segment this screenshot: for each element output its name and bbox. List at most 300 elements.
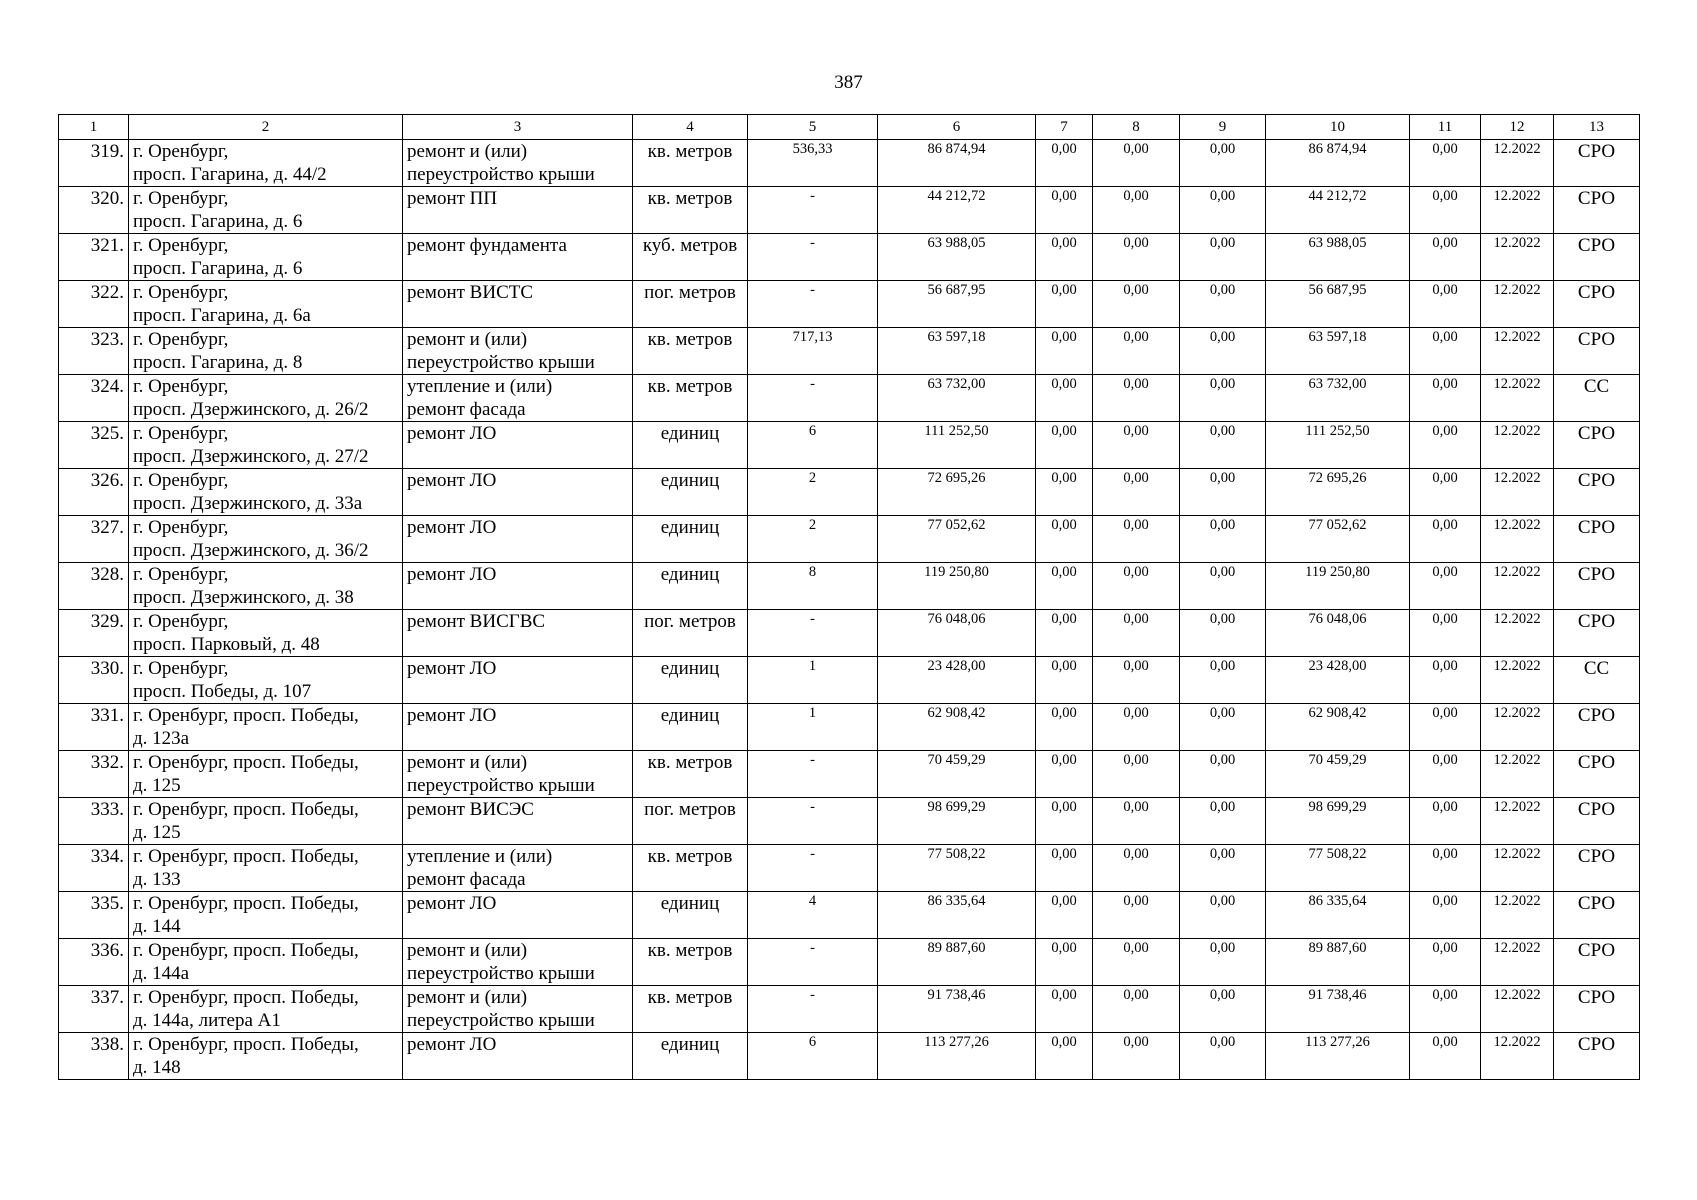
table-row (59, 610, 1640, 657)
volume-cell: - (748, 610, 878, 657)
owner-funds-cell: 113 277,26 (1266, 1033, 1410, 1080)
fund-method-cell: СРО (1554, 516, 1640, 563)
unit-cell: кв. метров (633, 140, 748, 187)
work-type-line-2: ремонт фасада (407, 399, 526, 420)
federal-funds-cell: 0,00 (1036, 1033, 1093, 1080)
local-funds-cell: 0,00 (1180, 610, 1266, 657)
unit-cell: единиц (633, 892, 748, 939)
address-cell (129, 469, 403, 516)
address-cell (129, 892, 403, 939)
address-line-2: просп. Парковый, д. 48 (133, 634, 320, 655)
unit-cell: единиц (633, 516, 748, 563)
other-funds-cell: 0,00 (1410, 892, 1481, 939)
total-cost-cell: 44 212,72 (878, 187, 1036, 234)
address-line-2: просп. Победы, д. 107 (133, 681, 312, 702)
row-number-text: 321. (90, 235, 124, 256)
owner-funds-cell: 72 695,26 (1266, 469, 1410, 516)
row-number-text: 337. (90, 987, 124, 1008)
work-type-line-2: переустройство крыши (407, 775, 595, 796)
work-type-line-2: переустройство крыши (407, 963, 595, 984)
row-number (59, 328, 129, 375)
volume-cell: 8 (748, 563, 878, 610)
unit-cell: пог. метров (633, 798, 748, 845)
work-type-line-1: ремонт ЛО (407, 893, 497, 914)
federal-funds-cell: 0,00 (1036, 563, 1093, 610)
table-row (59, 563, 1640, 610)
address-line-1: г. Оренбург, (133, 282, 229, 303)
fund-method-cell: СРО (1554, 234, 1640, 281)
volume-cell: - (748, 939, 878, 986)
total-cost-cell: 89 887,60 (878, 939, 1036, 986)
work-type-line-1: ремонт ЛО (407, 564, 497, 585)
federal-funds-cell: 0,00 (1036, 610, 1093, 657)
row-number (59, 375, 129, 422)
row-number-text: 332. (90, 752, 124, 773)
work-type-cell (403, 704, 633, 751)
regional-funds-cell: 0,00 (1093, 140, 1180, 187)
federal-funds-cell: 0,00 (1036, 281, 1093, 328)
deadline-cell: 12.2022 (1481, 845, 1554, 892)
volume-cell: - (748, 986, 878, 1033)
row-number (59, 469, 129, 516)
federal-funds-cell: 0,00 (1036, 892, 1093, 939)
row-number (59, 892, 129, 939)
work-type-line-1: ремонт ЛО (407, 705, 497, 726)
regional-funds-cell: 0,00 (1093, 751, 1180, 798)
work-type-line-1: ремонт и (или) (407, 752, 528, 773)
other-funds-cell: 0,00 (1410, 845, 1481, 892)
fund-method-cell: СРО (1554, 845, 1640, 892)
total-cost-cell: 91 738,46 (878, 986, 1036, 1033)
address-line-1: г. Оренбург, просп. Победы, (133, 987, 359, 1008)
address-line-1: г. Оренбург, (133, 329, 229, 350)
owner-funds-cell: 86 874,94 (1266, 140, 1410, 187)
work-type-line-1: ремонт ВИСГВС (407, 611, 546, 632)
work-type-line-1: утепление и (или) (407, 846, 553, 867)
work-type-cell (403, 375, 633, 422)
deadline-cell: 12.2022 (1481, 986, 1554, 1033)
total-cost-cell: 62 908,42 (878, 704, 1036, 751)
regional-funds-cell: 0,00 (1093, 986, 1180, 1033)
fund-method-cell: СРО (1554, 187, 1640, 234)
other-funds-cell: 0,00 (1410, 422, 1481, 469)
address-cell (129, 375, 403, 422)
regional-funds-cell: 0,00 (1093, 845, 1180, 892)
deadline-cell: 12.2022 (1481, 234, 1554, 281)
row-number (59, 187, 129, 234)
work-type-line-1: ремонт ЛО (407, 658, 497, 679)
volume-cell: 717,13 (748, 328, 878, 375)
local-funds-cell: 0,00 (1180, 798, 1266, 845)
owner-funds-cell: 77 508,22 (1266, 845, 1410, 892)
local-funds-cell: 0,00 (1180, 1033, 1266, 1080)
other-funds-cell: 0,00 (1410, 563, 1481, 610)
other-funds-cell: 0,00 (1410, 469, 1481, 516)
total-cost-cell: 72 695,26 (878, 469, 1036, 516)
address-line-1: г. Оренбург, (133, 188, 229, 209)
table-row (59, 892, 1640, 939)
row-number-text: 333. (90, 799, 124, 820)
table-row (59, 798, 1640, 845)
owner-funds-cell: 56 687,95 (1266, 281, 1410, 328)
row-number (59, 657, 129, 704)
deadline-cell: 12.2022 (1481, 704, 1554, 751)
local-funds-cell: 0,00 (1180, 469, 1266, 516)
address-line-2: просп. Дзержинского, д. 33а (133, 493, 363, 514)
row-number (59, 610, 129, 657)
local-funds-cell: 0,00 (1180, 704, 1266, 751)
work-type-line-1: ремонт ЛО (407, 470, 497, 491)
deadline-cell: 12.2022 (1481, 281, 1554, 328)
deadline-cell: 12.2022 (1481, 657, 1554, 704)
other-funds-cell: 0,00 (1410, 610, 1481, 657)
work-type-line-1: ремонт ВИСЭС (407, 799, 534, 820)
address-line-1: г. Оренбург, просп. Победы, (133, 846, 359, 867)
address-line-1: г. Оренбург, (133, 611, 229, 632)
work-type-line-1: ремонт и (или) (407, 940, 528, 961)
federal-funds-cell: 0,00 (1036, 939, 1093, 986)
header-cell: 1 (59, 115, 129, 140)
address-line-2: просп. Дзержинского, д. 26/2 (133, 399, 369, 420)
unit-cell: кв. метров (633, 187, 748, 234)
table-row (59, 657, 1640, 704)
deadline-cell: 12.2022 (1481, 751, 1554, 798)
local-funds-cell: 0,00 (1180, 187, 1266, 234)
local-funds-cell: 0,00 (1180, 986, 1266, 1033)
fund-method-cell: СРО (1554, 704, 1640, 751)
work-type-cell (403, 845, 633, 892)
row-number-text: 325. (90, 423, 124, 444)
address-cell (129, 281, 403, 328)
address-cell (129, 657, 403, 704)
header-cell: 5 (748, 115, 878, 140)
owner-funds-cell: 119 250,80 (1266, 563, 1410, 610)
owner-funds-cell: 76 048,06 (1266, 610, 1410, 657)
row-number (59, 986, 129, 1033)
work-type-cell (403, 422, 633, 469)
address-line-1: г. Оренбург, (133, 470, 229, 491)
header-cell: 7 (1036, 115, 1093, 140)
address-cell (129, 751, 403, 798)
federal-funds-cell: 0,00 (1036, 704, 1093, 751)
header-cell: 3 (403, 115, 633, 140)
owner-funds-cell: 63 988,05 (1266, 234, 1410, 281)
address-line-1: г. Оренбург, (133, 376, 229, 397)
regional-funds-cell: 0,00 (1093, 563, 1180, 610)
unit-cell: кв. метров (633, 375, 748, 422)
row-number (59, 234, 129, 281)
table-row (59, 187, 1640, 234)
local-funds-cell: 0,00 (1180, 563, 1266, 610)
work-type-cell (403, 516, 633, 563)
table-row (59, 516, 1640, 563)
regional-funds-cell: 0,00 (1093, 657, 1180, 704)
work-type-cell (403, 187, 633, 234)
federal-funds-cell: 0,00 (1036, 798, 1093, 845)
row-number (59, 516, 129, 563)
volume-cell: - (748, 845, 878, 892)
unit-cell: куб. метров (633, 234, 748, 281)
fund-method-cell: СРО (1554, 422, 1640, 469)
table-row (59, 751, 1640, 798)
row-number-text: 330. (90, 658, 124, 679)
fund-method-cell: СРО (1554, 563, 1640, 610)
total-cost-cell: 63 597,18 (878, 328, 1036, 375)
deadline-cell: 12.2022 (1481, 892, 1554, 939)
row-number-text: 319. (90, 141, 124, 162)
address-line-1: г. Оренбург, просп. Победы, (133, 752, 359, 773)
address-line-1: г. Оренбург, (133, 423, 229, 444)
other-funds-cell: 0,00 (1410, 657, 1481, 704)
address-cell (129, 563, 403, 610)
owner-funds-cell: 86 335,64 (1266, 892, 1410, 939)
volume-cell: 6 (748, 1033, 878, 1080)
work-type-cell (403, 939, 633, 986)
owner-funds-cell: 63 732,00 (1266, 375, 1410, 422)
unit-cell: кв. метров (633, 845, 748, 892)
work-type-line-1: ремонт и (или) (407, 329, 528, 350)
work-type-line-2: ремонт фасада (407, 869, 526, 890)
local-funds-cell: 0,00 (1180, 939, 1266, 986)
other-funds-cell: 0,00 (1410, 140, 1481, 187)
other-funds-cell: 0,00 (1410, 281, 1481, 328)
address-line-2: просп. Дзержинского, д. 36/2 (133, 540, 369, 561)
address-cell (129, 516, 403, 563)
other-funds-cell: 0,00 (1410, 939, 1481, 986)
work-type-cell (403, 234, 633, 281)
row-number-text: 335. (90, 893, 124, 914)
fund-method-cell: СРО (1554, 751, 1640, 798)
fund-method-cell: СРО (1554, 469, 1640, 516)
table-row (59, 1033, 1640, 1080)
table-row (59, 281, 1640, 328)
local-funds-cell: 0,00 (1180, 516, 1266, 563)
regional-funds-cell: 0,00 (1093, 704, 1180, 751)
regional-funds-cell: 0,00 (1093, 516, 1180, 563)
unit-cell: пог. метров (633, 281, 748, 328)
address-line-2: д. 125 (133, 822, 181, 843)
header-cell: 8 (1093, 115, 1180, 140)
regional-funds-cell: 0,00 (1093, 610, 1180, 657)
volume-cell: 2 (748, 516, 878, 563)
row-number-text: 327. (90, 517, 124, 538)
work-type-line-1: ремонт ЛО (407, 423, 497, 444)
federal-funds-cell: 0,00 (1036, 986, 1093, 1033)
address-line-1: г. Оренбург, (133, 658, 229, 679)
address-line-1: г. Оренбург, (133, 517, 229, 538)
work-type-line-1: ремонт и (или) (407, 141, 528, 162)
other-funds-cell: 0,00 (1410, 187, 1481, 234)
total-cost-cell: 111 252,50 (878, 422, 1036, 469)
work-type-cell (403, 328, 633, 375)
local-funds-cell: 0,00 (1180, 281, 1266, 328)
local-funds-cell: 0,00 (1180, 140, 1266, 187)
deadline-cell: 12.2022 (1481, 469, 1554, 516)
unit-cell: единиц (633, 422, 748, 469)
deadline-cell: 12.2022 (1481, 140, 1554, 187)
address-cell (129, 422, 403, 469)
regional-funds-cell: 0,00 (1093, 939, 1180, 986)
work-type-line-1: ремонт ЛО (407, 517, 497, 538)
fund-method-cell: СРО (1554, 610, 1640, 657)
total-cost-cell: 63 988,05 (878, 234, 1036, 281)
local-funds-cell: 0,00 (1180, 845, 1266, 892)
regional-funds-cell: 0,00 (1093, 469, 1180, 516)
volume-cell: 4 (748, 892, 878, 939)
total-cost-cell: 70 459,29 (878, 751, 1036, 798)
column-number-header (59, 115, 1640, 140)
fund-method-cell: СС (1554, 657, 1640, 704)
address-line-1: г. Оренбург, просп. Победы, (133, 1034, 359, 1055)
fund-method-cell: СРО (1554, 798, 1640, 845)
work-type-line-1: ремонт ПП (407, 188, 498, 209)
federal-funds-cell: 0,00 (1036, 657, 1093, 704)
deadline-cell: 12.2022 (1481, 1033, 1554, 1080)
work-type-cell (403, 986, 633, 1033)
federal-funds-cell: 0,00 (1036, 234, 1093, 281)
table-row (59, 469, 1640, 516)
row-number-text: 336. (90, 940, 124, 961)
header-cell: 6 (878, 115, 1036, 140)
table-row (59, 234, 1640, 281)
local-funds-cell: 0,00 (1180, 328, 1266, 375)
address-line-1: г. Оренбург, просп. Победы, (133, 799, 359, 820)
table-row (59, 939, 1640, 986)
other-funds-cell: 0,00 (1410, 328, 1481, 375)
volume-cell: - (748, 281, 878, 328)
volume-cell: 1 (748, 657, 878, 704)
fund-method-cell: СРО (1554, 939, 1640, 986)
address-line-1: г. Оренбург, просп. Победы, (133, 893, 359, 914)
unit-cell: пог. метров (633, 610, 748, 657)
table-row (59, 986, 1640, 1033)
row-number-text: 324. (90, 376, 124, 397)
regional-funds-cell: 0,00 (1093, 375, 1180, 422)
address-line-2: просп. Дзержинского, д. 38 (133, 587, 354, 608)
owner-funds-cell: 111 252,50 (1266, 422, 1410, 469)
address-line-1: г. Оренбург, (133, 564, 229, 585)
work-type-line-1: ремонт ВИСТС (407, 282, 534, 303)
row-number-text: 323. (90, 329, 124, 350)
volume-cell: - (748, 751, 878, 798)
address-cell (129, 798, 403, 845)
address-line-2: д. 125 (133, 775, 181, 796)
regional-funds-cell: 0,00 (1093, 1033, 1180, 1080)
work-type-line-1: ремонт и (или) (407, 987, 528, 1008)
row-number (59, 422, 129, 469)
other-funds-cell: 0,00 (1410, 375, 1481, 422)
row-number (59, 281, 129, 328)
deadline-cell: 12.2022 (1481, 610, 1554, 657)
unit-cell: кв. метров (633, 986, 748, 1033)
row-number-text: 328. (90, 564, 124, 585)
header-cell: 10 (1266, 115, 1410, 140)
owner-funds-cell: 98 699,29 (1266, 798, 1410, 845)
fund-method-cell: СРО (1554, 1033, 1640, 1080)
volume-cell: 536,33 (748, 140, 878, 187)
work-type-cell (403, 892, 633, 939)
deadline-cell: 12.2022 (1481, 375, 1554, 422)
fund-method-cell: СС (1554, 375, 1640, 422)
other-funds-cell: 0,00 (1410, 751, 1481, 798)
repair-program-table (58, 114, 1640, 1080)
work-type-line-1: ремонт фундамента (407, 235, 567, 256)
table-row (59, 845, 1640, 892)
address-line-2: просп. Гагарина, д. 6а (133, 305, 311, 326)
address-line-1: г. Оренбург, (133, 141, 229, 162)
other-funds-cell: 0,00 (1410, 704, 1481, 751)
address-line-2: д. 144а, литера А1 (133, 1010, 281, 1031)
fund-method-cell: СРО (1554, 328, 1640, 375)
address-line-2: д. 148 (133, 1057, 181, 1078)
deadline-cell: 12.2022 (1481, 328, 1554, 375)
work-type-line-2: переустройство крыши (407, 1010, 595, 1031)
owner-funds-cell: 89 887,60 (1266, 939, 1410, 986)
other-funds-cell: 0,00 (1410, 1033, 1481, 1080)
unit-cell: кв. метров (633, 939, 748, 986)
address-line-1: г. Оренбург, просп. Победы, (133, 705, 359, 726)
owner-funds-cell: 77 052,62 (1266, 516, 1410, 563)
unit-cell: кв. метров (633, 328, 748, 375)
address-cell (129, 187, 403, 234)
total-cost-cell: 63 732,00 (878, 375, 1036, 422)
local-funds-cell: 0,00 (1180, 375, 1266, 422)
volume-cell: - (748, 234, 878, 281)
volume-cell: 6 (748, 422, 878, 469)
federal-funds-cell: 0,00 (1036, 751, 1093, 798)
address-cell (129, 1033, 403, 1080)
fund-method-cell: СРО (1554, 986, 1640, 1033)
address-cell (129, 986, 403, 1033)
work-type-line-2: переустройство крыши (407, 164, 595, 185)
regional-funds-cell: 0,00 (1093, 187, 1180, 234)
work-type-cell (403, 657, 633, 704)
federal-funds-cell: 0,00 (1036, 375, 1093, 422)
total-cost-cell: 86 874,94 (878, 140, 1036, 187)
address-cell (129, 845, 403, 892)
total-cost-cell: 113 277,26 (878, 1033, 1036, 1080)
work-type-cell (403, 751, 633, 798)
work-type-cell (403, 563, 633, 610)
other-funds-cell: 0,00 (1410, 234, 1481, 281)
total-cost-cell: 77 508,22 (878, 845, 1036, 892)
total-cost-cell: 76 048,06 (878, 610, 1036, 657)
address-line-2: просп. Гагарина, д. 8 (133, 352, 303, 373)
row-number (59, 1033, 129, 1080)
fund-method-cell: СРО (1554, 892, 1640, 939)
header-cell: 13 (1554, 115, 1640, 140)
local-funds-cell: 0,00 (1180, 751, 1266, 798)
address-line-2: просп. Гагарина, д. 6 (133, 211, 303, 232)
address-line-2: д. 123а (133, 728, 190, 749)
volume-cell: - (748, 798, 878, 845)
work-type-cell (403, 281, 633, 328)
row-number-text: 326. (90, 470, 124, 491)
work-type-cell (403, 469, 633, 516)
owner-funds-cell: 70 459,29 (1266, 751, 1410, 798)
regional-funds-cell: 0,00 (1093, 281, 1180, 328)
work-type-cell (403, 140, 633, 187)
regional-funds-cell: 0,00 (1093, 798, 1180, 845)
volume-cell: - (748, 187, 878, 234)
address-cell (129, 610, 403, 657)
unit-cell: единиц (633, 704, 748, 751)
work-type-cell (403, 610, 633, 657)
table-row (59, 328, 1640, 375)
federal-funds-cell: 0,00 (1036, 516, 1093, 563)
row-number-text: 322. (90, 282, 124, 303)
unit-cell: единиц (633, 1033, 748, 1080)
